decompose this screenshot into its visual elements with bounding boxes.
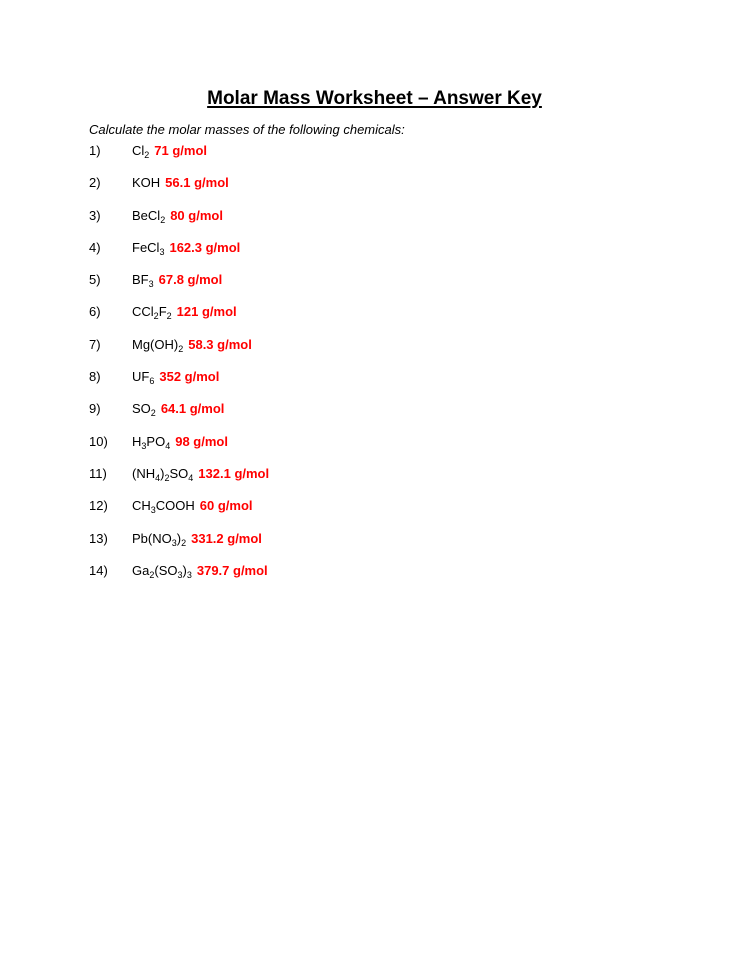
formula-text: BF bbox=[132, 272, 149, 288]
molar-mass-answer: 352 g/mol bbox=[159, 369, 220, 385]
formula-text: (SO bbox=[154, 562, 178, 578]
formula-subscript: 3 bbox=[177, 569, 183, 580]
molar-mass-answer: 132.1 g/mol bbox=[198, 465, 270, 481]
formula-subscript: 3 bbox=[171, 537, 177, 548]
question-number: 13) bbox=[89, 530, 108, 546]
chemical-formula bbox=[132, 143, 149, 158]
formula-subscript: 2 bbox=[144, 150, 150, 160]
question-item bbox=[89, 368, 269, 400]
formula-text: UF bbox=[132, 369, 150, 385]
question-number: 5) bbox=[89, 272, 101, 288]
formula-subscript: 3 bbox=[186, 569, 192, 580]
question-item bbox=[89, 562, 269, 594]
formula-text: SO bbox=[169, 465, 189, 481]
chemical-formula bbox=[132, 563, 192, 578]
formula-subscript: 2 bbox=[160, 214, 166, 225]
formula-text: Pb(NO bbox=[132, 530, 172, 546]
question-number: 1) bbox=[89, 143, 101, 158]
question-item bbox=[89, 303, 269, 335]
formula-text: F bbox=[158, 304, 167, 320]
formula-text: FeCl bbox=[132, 239, 160, 255]
formula-subscript: 2 bbox=[149, 569, 155, 580]
chemical-formula bbox=[132, 498, 195, 516]
formula-text: H bbox=[132, 433, 142, 449]
chemical-formula bbox=[132, 304, 172, 322]
formula-text: PO bbox=[146, 433, 166, 449]
formula-text: Cl bbox=[132, 143, 145, 158]
molar-mass-answer: 71 g/mol bbox=[154, 143, 208, 158]
molar-mass-answer: 58.3 g/mol bbox=[188, 336, 252, 352]
formula-text: (NH bbox=[132, 465, 156, 481]
molar-mass-answer: 98 g/mol bbox=[175, 433, 228, 449]
molar-mass-answer: 67.8 g/mol bbox=[158, 272, 223, 288]
question-item bbox=[89, 336, 269, 368]
chemical-formula bbox=[132, 240, 164, 255]
formula-subscript: 6 bbox=[149, 376, 155, 387]
chemical-formula bbox=[132, 369, 155, 387]
chemical-formula bbox=[132, 466, 193, 481]
formula-subscript: 4 bbox=[155, 472, 161, 483]
formula-subscript: 4 bbox=[165, 440, 171, 451]
molar-mass-answer: 162.3 g/mol bbox=[169, 239, 241, 255]
question-item bbox=[89, 497, 269, 529]
chemical-formula bbox=[132, 401, 156, 419]
formula-text: COOH bbox=[155, 498, 195, 514]
question-number: 4) bbox=[89, 239, 101, 255]
question-item bbox=[89, 207, 269, 239]
molar-mass-answer: 64.1 g/mol bbox=[160, 401, 225, 417]
formula-subscript: 2 bbox=[153, 311, 159, 322]
question-item bbox=[89, 530, 269, 562]
formula-text: KOH bbox=[132, 175, 161, 191]
formula-text: SO bbox=[132, 401, 151, 417]
molar-mass-answer: 379.7 g/mol bbox=[196, 562, 268, 578]
formula-text: ) bbox=[182, 562, 187, 578]
question-item bbox=[89, 239, 269, 271]
formula-subscript: 2 bbox=[178, 343, 184, 354]
question-number: 11) bbox=[89, 465, 107, 481]
chemical-formula bbox=[132, 434, 170, 449]
question-list bbox=[89, 142, 269, 594]
formula-subscript: 3 bbox=[150, 505, 156, 516]
formula-subscript: 2 bbox=[181, 537, 187, 548]
chemical-formula bbox=[132, 272, 154, 290]
question-number: 3) bbox=[89, 207, 101, 223]
molar-mass-answer: 80 g/mol bbox=[170, 207, 223, 223]
question-item bbox=[89, 400, 269, 432]
formula-subscript: 2 bbox=[150, 408, 156, 419]
chemical-formula bbox=[132, 337, 183, 352]
formula-text: CCl bbox=[132, 304, 154, 320]
molar-mass-answer: 331.2 g/mol bbox=[191, 530, 262, 546]
page-title: Molar Mass Worksheet – Answer Key bbox=[207, 88, 542, 109]
formula-text: ) bbox=[176, 530, 182, 546]
formula-text: CH bbox=[132, 498, 151, 514]
formula-text: ) bbox=[160, 465, 165, 481]
instructions-text: Calculate the molar masses of the following chemicals: bbox=[89, 122, 405, 137]
question-number: 10) bbox=[89, 433, 108, 449]
molar-mass-answer: 60 g/mol bbox=[199, 498, 253, 514]
formula-subscript: 3 bbox=[141, 440, 147, 451]
formula-subscript: 3 bbox=[159, 246, 165, 257]
question-number: 9) bbox=[89, 401, 101, 417]
question-number: 8) bbox=[89, 369, 101, 385]
question-item bbox=[89, 174, 269, 206]
chemical-formula bbox=[132, 208, 165, 223]
question-number: 12) bbox=[89, 498, 108, 514]
formula-subscript: 3 bbox=[148, 279, 154, 290]
question-number: 14) bbox=[89, 562, 108, 578]
chemical-formula bbox=[132, 531, 186, 546]
chemical-formula bbox=[132, 175, 160, 190]
formula-text: Mg(OH) bbox=[132, 336, 179, 352]
formula-subscript: 4 bbox=[188, 472, 194, 483]
formula-text: BeCl bbox=[132, 207, 161, 223]
molar-mass-answer: 121 g/mol bbox=[176, 304, 237, 320]
question-item bbox=[89, 271, 269, 303]
question-item bbox=[89, 142, 269, 174]
question-item bbox=[89, 465, 269, 497]
formula-subscript: 2 bbox=[164, 472, 170, 483]
formula-text: Ga bbox=[132, 562, 150, 578]
question-number: 2) bbox=[89, 175, 101, 191]
molar-mass-answer: 56.1 g/mol bbox=[165, 175, 229, 191]
question-number: 7) bbox=[89, 336, 101, 352]
formula-subscript: 2 bbox=[166, 311, 172, 322]
question-number: 6) bbox=[89, 304, 101, 320]
question-item bbox=[89, 433, 269, 465]
